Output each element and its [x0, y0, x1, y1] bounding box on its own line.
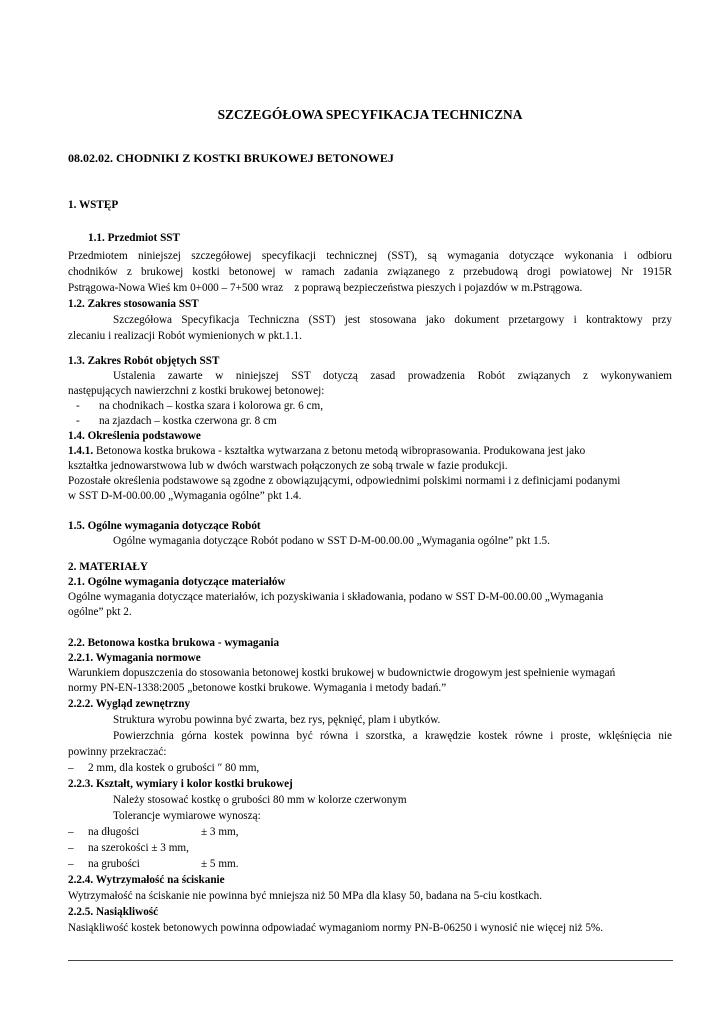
paragraph-line: kształtka jednowarstwowa lub w dwóch warstwach połączonych ze sobą trwale w fazie produkcji.	[68, 460, 508, 472]
paragraph-line: Tolerancje wymiarowe wynoszą:	[113, 810, 261, 822]
paragraph-line: Pozostałe określenia podstawowe są zgodne z obowiązującymi, odpowiednimi polskimi normami i z definicjami podanymi	[68, 475, 621, 487]
section-heading-1: 1. WSTĘP	[68, 199, 119, 211]
paragraph-line: Warunkiem dopuszczenia do stosowania betonowej kostki brukowej w budownictwie drogowym jest spełnienie wymagań	[68, 667, 616, 679]
paragraph-line: Należy stosować kostkę o grubości 80 mm w kolorze czerwonym	[113, 794, 407, 806]
section-heading-2-2-5: 2.2.5. Nasiąkliwość	[68, 906, 159, 918]
paragraph-line: powinny przekraczać:	[68, 746, 167, 758]
section-heading-1-4: 1.4. Określenia podstawowe	[68, 430, 201, 442]
list-dash: –	[68, 858, 74, 870]
list-dash: –	[68, 842, 74, 854]
section-heading-1-1: 1.1. Przedmiot SST	[88, 232, 180, 244]
paragraph-line: Szczegółowa Specyfikacja Techniczna (SST) jest stosowana jako dokument przetargowy i kontraktowy przy	[113, 314, 672, 326]
definition-number: 1.4.1.	[68, 445, 94, 457]
paragraph-line: chodników z brukowej kostki betonowej w ramach zadania związanego z przebudową drogi powiatowej Nr 1915R	[68, 266, 672, 278]
document-title: SZCZEGÓŁOWA SPECYFIKACJA TECHNICZNA	[217, 107, 523, 122]
list-dash: -	[76, 400, 80, 412]
paragraph-line: Struktura wyrobu powinna być zwarta, bez rys, pęknięć, plam i ubytków.	[113, 714, 441, 726]
paragraph-line: Przedmiotem niniejszej szczegółowej specyfikacji technicznej (SST), są wymagania dotyczące wykonania i odbioru	[68, 250, 672, 262]
section-heading-1-2: 1.2. Zakres stosowania SST	[68, 298, 199, 310]
list-dash: -	[76, 415, 80, 427]
paragraph-line: następujących nawierzchni z kostki brukowej betonowej:	[68, 385, 325, 397]
tolerance-label: na szerokości ± 3 mm,	[88, 842, 189, 854]
paragraph-line: ogólne” pkt 2.	[68, 606, 132, 618]
paragraph-line: Ustalenia zawarte w niniejszej SST dotyczą zasad prowadzenia Robót związanych z wykonywaniem	[113, 370, 672, 382]
list-dash: –	[68, 826, 74, 838]
list-item-text: na chodnikach – kostka szara i kolorowa gr. 6 cm,	[99, 400, 323, 412]
section-heading-1-5: 1.5. Ogólne wymagania dotyczące Robót	[68, 520, 261, 532]
section-heading-2: 2. MATERIAŁY	[68, 561, 148, 573]
paragraph-line	[68, 444, 672, 458]
section-heading-2-2: 2.2. Betonowa kostka brukowa - wymagania	[68, 637, 280, 649]
tolerance-value: ± 3 mm,	[201, 826, 239, 838]
paragraph-line: Wytrzymałość na ściskanie nie powinna być mniejsza niż 50 MPa dla klasy 50, badana na 5-ciu kostkach.	[68, 890, 543, 902]
section-heading-2-1: 2.1. Ogólne wymagania dotyczące materiałów	[68, 576, 286, 588]
tolerance-value: ± 5 mm.	[201, 858, 239, 870]
paragraph-line: Powierzchnia górna kostek powinna być równa i szorstka, a krawędzie kostek równe i proste, wklęśnięcia nie	[113, 730, 672, 742]
paragraph-line: Pstrągowa-Nowa Wieś km 0+000 – 7+500 wraz z poprawą bezpieczeństwa pieszych i pojazdów w m.Pstrągowa.	[68, 282, 583, 294]
tolerance-label: na grubości	[88, 858, 140, 870]
footer-divider	[68, 960, 673, 961]
paragraph-line: Nasiąkliwość kostek betonowych powinna odpowiadać wymaganiom normy PN-B-06250 i wynosić nie więcej niż 5%.	[68, 922, 604, 934]
tolerance-label: na długości	[88, 826, 140, 838]
paragraph-line: zlecaniu i realizacji Robót wymienionych w pkt.1.1.	[68, 330, 302, 342]
section-heading-1-3: 1.3. Zakres Robót objętych SST	[68, 355, 220, 367]
section-heading-2-2-3: 2.2.3. Kształt, wymiary i kolor kostki brukowej	[68, 778, 293, 790]
section-heading-2-2-4: 2.2.4. Wytrzymałość na ściskanie	[68, 874, 225, 886]
paragraph-line: Ogólne wymagania dotyczące materiałów, ich pozyskiwania i składowania, podano w SST D-M-00.00.00 „Wymagania	[68, 591, 604, 603]
paragraph-line: Ogólne wymagania dotyczące Robót podano w SST D-M-00.00.00 „Wymagania ogólne” pkt 1.5.	[113, 535, 550, 547]
definition-text: Betonowa kostka brukowa - kształtka wytwarzana z betonu metodą wibroprasowania. Produkowana jest jako	[93, 445, 586, 457]
section-heading-2-2-1: 2.2.1. Wymagania normowe	[68, 652, 201, 664]
document-subtitle: 08.02.02. CHODNIKI Z KOSTKI BRUKOWEJ BETONOWEJ	[68, 151, 394, 165]
list-item-text: 2 mm, dla kostek o grubości ″ 80 mm,	[88, 762, 260, 774]
paragraph-line: normy PN-EN-1338:2005 „betonowe kostki brukowe. Wymagania i metody badań.”	[68, 682, 447, 694]
document-page	[68, 0, 672, 1024]
list-item-text: na zjazdach – kostka czerwona gr. 8 cm	[99, 415, 277, 427]
list-dash: –	[68, 762, 74, 774]
section-heading-2-2-2: 2.2.2. Wygląd zewnętrzny	[68, 698, 191, 710]
paragraph-line: w SST D-M-00.00.00 „Wymagania ogólne” pkt 1.4.	[68, 490, 302, 502]
